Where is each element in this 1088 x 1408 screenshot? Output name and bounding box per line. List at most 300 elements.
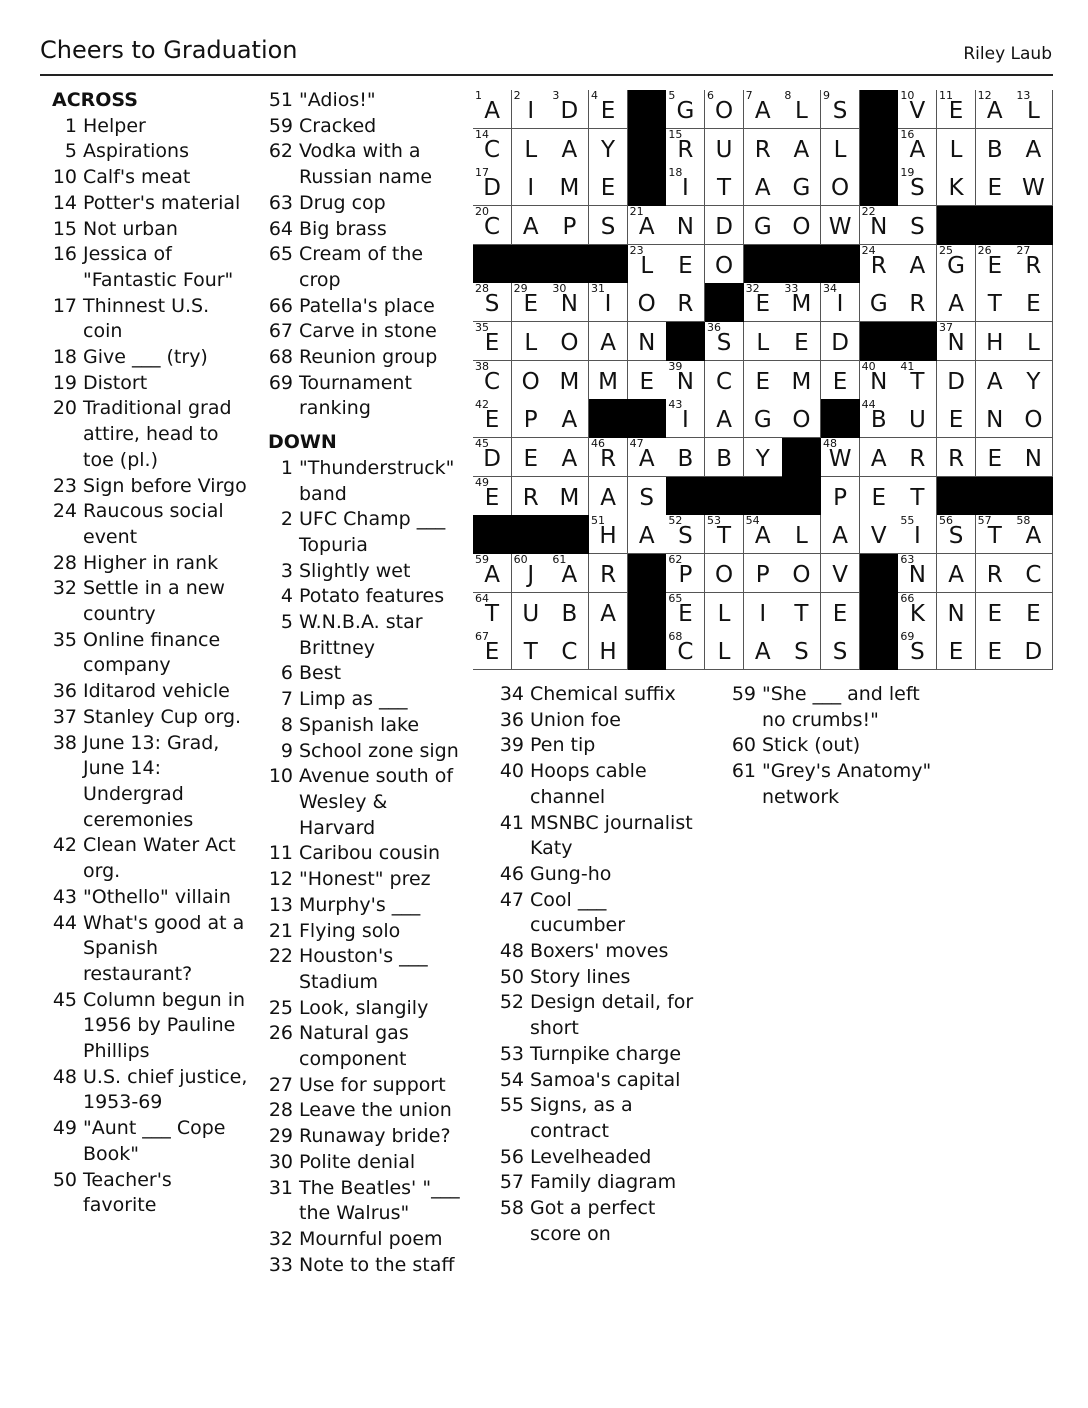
grid-cell[interactable]: [512, 399, 551, 438]
grid-cell[interactable]: [1014, 438, 1053, 477]
clue-item[interactable]: [262, 1227, 467, 1253]
clue-text: Union foe: [530, 708, 621, 731]
clue-item[interactable]: [46, 371, 251, 397]
clue-item[interactable]: [493, 733, 703, 759]
grid-cell[interactable]: [589, 283, 628, 322]
clue-item[interactable]: [493, 759, 703, 810]
grid-cell[interactable]: [744, 283, 783, 322]
clue-item[interactable]: [493, 1196, 703, 1247]
cell-letter: A: [716, 407, 732, 434]
grid-cell[interactable]: [860, 245, 899, 284]
clue-item[interactable]: [262, 893, 467, 919]
grid-cell[interactable]: [821, 554, 860, 593]
grid-cell[interactable]: [512, 206, 551, 245]
grid-cell[interactable]: [898, 206, 937, 245]
clue-item[interactable]: [46, 294, 251, 345]
clue-item[interactable]: [46, 731, 251, 834]
grid-cell[interactable]: [705, 322, 744, 361]
clue-item[interactable]: [262, 1124, 467, 1150]
grid-cell[interactable]: [512, 283, 551, 322]
grid-cell[interactable]: [937, 129, 976, 168]
clue-item[interactable]: [262, 1021, 467, 1072]
black-square: [1014, 477, 1053, 516]
grid-cell[interactable]: [782, 167, 821, 206]
clue-text: Chemical suffix: [530, 683, 676, 705]
grid-cell[interactable]: [976, 322, 1015, 361]
grid-cell[interactable]: [550, 593, 589, 632]
grid-cell[interactable]: [666, 206, 705, 245]
clue-item[interactable]: [262, 559, 467, 585]
grid-cell[interactable]: [744, 515, 783, 554]
grid-cell[interactable]: [512, 631, 551, 670]
cell-number: 59: [475, 553, 489, 566]
grid-cell[interactable]: [666, 399, 705, 438]
clue-text: Cream of the crop: [299, 243, 424, 291]
grid-cell[interactable]: [782, 515, 821, 554]
grid-cell[interactable]: [937, 90, 976, 129]
grid-cell[interactable]: [821, 515, 860, 554]
clue-item[interactable]: [262, 1098, 467, 1124]
grid-cell[interactable]: [1014, 399, 1053, 438]
clue-item[interactable]: [262, 610, 467, 661]
grid-cell[interactable]: [976, 554, 1015, 593]
grid-cell[interactable]: [976, 593, 1015, 632]
grid-cell[interactable]: [628, 438, 667, 477]
clue-item[interactable]: [46, 165, 251, 191]
grid-cell[interactable]: [821, 206, 860, 245]
clue-item[interactable]: [262, 764, 467, 841]
clue-item[interactable]: [46, 499, 251, 550]
clue-number: 62: [268, 140, 293, 163]
grid-cell[interactable]: [666, 283, 705, 322]
down-heading: DOWN: [268, 431, 337, 454]
clue-item[interactable]: [493, 965, 703, 991]
grid-cell[interactable]: [512, 90, 551, 129]
grid-cell[interactable]: [976, 129, 1015, 168]
clue-item[interactable]: [46, 396, 251, 473]
grid-cell[interactable]: [589, 167, 628, 206]
grid-cell[interactable]: [550, 631, 589, 670]
clue-item[interactable]: [46, 114, 251, 140]
grid-cell[interactable]: [589, 477, 628, 516]
grid-cell[interactable]: [937, 361, 976, 400]
grid-cell[interactable]: [550, 361, 589, 400]
grid-cell[interactable]: [628, 245, 667, 284]
clue-item[interactable]: [46, 242, 251, 293]
clue-item[interactable]: [262, 319, 467, 345]
grid-cell[interactable]: [821, 90, 860, 129]
clue-item[interactable]: [725, 733, 935, 759]
clue-item[interactable]: [46, 139, 251, 165]
grid-cell[interactable]: [860, 477, 899, 516]
grid-cell[interactable]: [512, 438, 551, 477]
grid-cell[interactable]: [898, 245, 937, 284]
clue-item[interactable]: [262, 944, 467, 995]
header-divider: [40, 74, 1053, 76]
grid-cell[interactable]: [898, 593, 937, 632]
clue-item[interactable]: [46, 628, 251, 679]
grid-cell[interactable]: [1014, 631, 1053, 670]
grid-cell[interactable]: [898, 399, 937, 438]
grid-cell[interactable]: [860, 283, 899, 322]
grid-cell[interactable]: [666, 90, 705, 129]
grid-cell[interactable]: [705, 399, 744, 438]
grid-cell[interactable]: [589, 129, 628, 168]
grid-cell[interactable]: [628, 206, 667, 245]
grid-cell[interactable]: [473, 167, 512, 206]
grid-cell[interactable]: [550, 206, 589, 245]
cell-letter: E: [948, 98, 964, 125]
grid-cell[interactable]: [705, 206, 744, 245]
grid-cell[interactable]: [1014, 554, 1053, 593]
grid-cell[interactable]: [628, 283, 667, 322]
clue-item[interactable]: [493, 888, 703, 939]
grid-cell[interactable]: [937, 438, 976, 477]
clue-item[interactable]: [493, 1068, 703, 1094]
grid-cell[interactable]: [550, 438, 589, 477]
grid-cell[interactable]: [976, 515, 1015, 554]
grid-cell[interactable]: [782, 322, 821, 361]
clue-number: 53: [499, 1042, 524, 1065]
grid-cell[interactable]: [512, 322, 551, 361]
grid-cell[interactable]: [860, 515, 899, 554]
grid-cell[interactable]: [821, 283, 860, 322]
clue-item[interactable]: [46, 988, 251, 1065]
clue-item[interactable]: [493, 708, 703, 734]
clue-item[interactable]: [725, 759, 935, 810]
clue-item[interactable]: [262, 114, 467, 140]
grid-cell[interactable]: [589, 90, 628, 129]
grid-cell[interactable]: [473, 283, 512, 322]
grid-cell[interactable]: [937, 554, 976, 593]
grid-cell[interactable]: [666, 515, 705, 554]
grid-cell[interactable]: [473, 477, 512, 516]
clue-item[interactable]: [46, 551, 251, 577]
clue-item[interactable]: [262, 456, 467, 507]
cell-letter: E: [987, 252, 1002, 279]
grid-cell[interactable]: [937, 399, 976, 438]
clue-item[interactable]: [262, 713, 467, 739]
cell-letter: E: [484, 484, 500, 511]
grid-cell[interactable]: [976, 631, 1015, 670]
grid-cell[interactable]: [782, 631, 821, 670]
grid-cell[interactable]: [782, 206, 821, 245]
clue-text: Not urban: [83, 217, 178, 240]
grid-cell[interactable]: [898, 283, 937, 322]
grid-cell[interactable]: [512, 554, 551, 593]
grid-cell[interactable]: [937, 593, 976, 632]
grid-cell[interactable]: [782, 554, 821, 593]
clue-item[interactable]: [262, 867, 467, 893]
clue-item[interactable]: [725, 682, 935, 733]
grid-cell[interactable]: [860, 361, 899, 400]
grid-cell[interactable]: [860, 206, 899, 245]
grid-cell[interactable]: [898, 438, 937, 477]
grid-cell[interactable]: [1014, 90, 1053, 129]
grid-cell[interactable]: [666, 593, 705, 632]
clue-item[interactable]: [493, 811, 703, 862]
grid-cell[interactable]: [976, 399, 1015, 438]
grid-cell[interactable]: [550, 399, 589, 438]
grid-cell[interactable]: [512, 361, 551, 400]
grid-cell[interactable]: [937, 283, 976, 322]
grid-cell[interactable]: [976, 245, 1015, 284]
clue-item[interactable]: [262, 919, 467, 945]
grid-cell[interactable]: [473, 631, 512, 670]
grid-cell[interactable]: [705, 554, 744, 593]
clue-item[interactable]: [46, 576, 251, 627]
grid-cell[interactable]: [666, 554, 705, 593]
grid-cell[interactable]: [666, 361, 705, 400]
grid-cell[interactable]: [821, 593, 860, 632]
clue-number: 29: [268, 1125, 293, 1148]
grid-cell[interactable]: [1014, 129, 1053, 168]
grid-cell[interactable]: [782, 593, 821, 632]
grid-cell[interactable]: [473, 554, 512, 593]
grid-cell[interactable]: [821, 477, 860, 516]
cell-letter: B: [716, 446, 732, 473]
grid-cell[interactable]: [589, 206, 628, 245]
grid-cell[interactable]: [589, 361, 628, 400]
clue-item[interactable]: [262, 1150, 467, 1176]
grid-cell[interactable]: [744, 438, 783, 477]
clue-item[interactable]: [262, 371, 467, 422]
grid-cell[interactable]: [976, 438, 1015, 477]
clue-item[interactable]: [46, 705, 251, 731]
grid-cell[interactable]: [628, 477, 667, 516]
clue-item[interactable]: [262, 1176, 467, 1227]
grid-cell[interactable]: [1014, 515, 1053, 554]
cell-letter: V: [870, 523, 887, 550]
clue-item[interactable]: [493, 1042, 703, 1068]
grid-cell[interactable]: [782, 399, 821, 438]
grid-cell[interactable]: [821, 438, 860, 477]
clue-item[interactable]: [262, 507, 467, 558]
grid-cell[interactable]: [550, 167, 589, 206]
grid-cell[interactable]: [898, 129, 937, 168]
grid-cell[interactable]: [1014, 322, 1053, 361]
grid-cell[interactable]: [976, 90, 1015, 129]
grid-cell[interactable]: [473, 399, 512, 438]
grid-cell[interactable]: [1014, 167, 1053, 206]
grid-cell[interactable]: [898, 361, 937, 400]
grid-cell[interactable]: [628, 515, 667, 554]
clue-item[interactable]: [493, 1093, 703, 1144]
grid-cell[interactable]: [937, 515, 976, 554]
clue-item[interactable]: [46, 1065, 251, 1116]
cell-letter: B: [677, 446, 694, 473]
cell-letter: S: [910, 175, 925, 202]
grid-cell[interactable]: [589, 438, 628, 477]
clue-text: Avenue south of Wesley & Harvard: [299, 765, 454, 839]
grid-cell[interactable]: [937, 245, 976, 284]
grid-cell[interactable]: [512, 129, 551, 168]
grid-cell[interactable]: [666, 129, 705, 168]
grid-cell[interactable]: [473, 438, 512, 477]
grid-cell[interactable]: [473, 361, 512, 400]
grid-cell[interactable]: [705, 361, 744, 400]
grid-cell[interactable]: [705, 515, 744, 554]
grid-cell[interactable]: [705, 631, 744, 670]
grid-cell[interactable]: [550, 283, 589, 322]
grid-cell[interactable]: [589, 515, 628, 554]
clue-item[interactable]: [46, 679, 251, 705]
grid-cell[interactable]: [550, 322, 589, 361]
grid-cell[interactable]: [705, 438, 744, 477]
cell-letter: N: [560, 291, 579, 318]
clue-item[interactable]: [262, 996, 467, 1022]
grid-cell[interactable]: [550, 90, 589, 129]
grid-cell[interactable]: [512, 477, 551, 516]
grid-cell[interactable]: [1014, 283, 1053, 322]
grid-cell[interactable]: [744, 90, 783, 129]
black-square: [782, 438, 821, 477]
clue-item[interactable]: [46, 191, 251, 217]
grid-cell[interactable]: [976, 167, 1015, 206]
clue-item[interactable]: [46, 1116, 251, 1167]
clue-item[interactable]: [262, 191, 467, 217]
grid-cell[interactable]: [666, 167, 705, 206]
grid-cell[interactable]: [628, 322, 667, 361]
grid-cell[interactable]: [782, 129, 821, 168]
grid-cell[interactable]: [937, 631, 976, 670]
grid-cell[interactable]: [898, 554, 937, 593]
grid-cell[interactable]: [782, 90, 821, 129]
grid-cell[interactable]: [860, 399, 899, 438]
grid-cell[interactable]: [976, 283, 1015, 322]
grid-cell[interactable]: [782, 283, 821, 322]
clue-number: 38: [52, 731, 77, 754]
clue-item[interactable]: [262, 345, 467, 371]
grid-cell[interactable]: [821, 322, 860, 361]
grid-cell[interactable]: [821, 631, 860, 670]
grid-cell[interactable]: [473, 206, 512, 245]
clue-item[interactable]: [262, 88, 467, 114]
grid-cell[interactable]: [744, 399, 783, 438]
grid-cell[interactable]: [705, 129, 744, 168]
grid-cell[interactable]: [512, 167, 551, 206]
clue-item[interactable]: [262, 739, 467, 765]
clue-item[interactable]: [262, 584, 467, 610]
grid-cell[interactable]: [898, 90, 937, 129]
clue-column-3: [493, 682, 703, 1247]
cell-letter: L: [1026, 330, 1040, 357]
grid-cell[interactable]: [473, 593, 512, 632]
clue-item[interactable]: [262, 139, 467, 190]
clue-item[interactable]: [262, 1253, 467, 1279]
grid-cell[interactable]: [860, 438, 899, 477]
grid-cell[interactable]: [821, 129, 860, 168]
cell-letter: A: [600, 484, 616, 511]
grid-cell[interactable]: [628, 361, 667, 400]
grid-cell[interactable]: [976, 361, 1015, 400]
black-square: [937, 477, 976, 516]
grid-cell[interactable]: [473, 322, 512, 361]
clue-item[interactable]: [493, 939, 703, 965]
grid-cell[interactable]: [589, 593, 628, 632]
clue-item[interactable]: [46, 217, 251, 243]
clue-item[interactable]: [493, 682, 703, 708]
grid-cell[interactable]: [512, 593, 551, 632]
clue-item[interactable]: [46, 911, 251, 988]
grid-cell[interactable]: [473, 90, 512, 129]
grid-cell[interactable]: [898, 515, 937, 554]
grid-cell[interactable]: [473, 129, 512, 168]
clue-item[interactable]: [262, 687, 467, 713]
cell-letter: L: [717, 639, 731, 666]
clue-item[interactable]: [493, 1170, 703, 1196]
grid-cell[interactable]: [744, 206, 783, 245]
clue-item[interactable]: [46, 1168, 251, 1219]
grid-cell[interactable]: [744, 361, 783, 400]
cell-number: 27: [1016, 243, 1031, 257]
clue-number: 11: [268, 842, 293, 865]
grid-cell[interactable]: [744, 554, 783, 593]
grid-cell[interactable]: [937, 167, 976, 206]
black-square: [782, 245, 821, 284]
grid-cell[interactable]: [821, 361, 860, 400]
grid-cell[interactable]: [705, 593, 744, 632]
clue-item[interactable]: [262, 841, 467, 867]
grid-cell[interactable]: [744, 129, 783, 168]
grid-cell[interactable]: [589, 631, 628, 670]
clue-item[interactable]: [493, 1145, 703, 1171]
clue-item[interactable]: [262, 242, 467, 293]
grid-cell[interactable]: [666, 631, 705, 670]
clue-item[interactable]: [262, 217, 467, 243]
clue-item[interactable]: [262, 1073, 467, 1099]
cell-letter: R: [909, 291, 926, 318]
grid-cell[interactable]: [705, 167, 744, 206]
grid-cell[interactable]: [1014, 245, 1053, 284]
grid-cell[interactable]: [937, 322, 976, 361]
grid-cell[interactable]: [898, 167, 937, 206]
clue-item[interactable]: [493, 862, 703, 888]
grid-cell[interactable]: [589, 554, 628, 593]
grid-cell[interactable]: [550, 554, 589, 593]
grid-cell[interactable]: [589, 322, 628, 361]
grid-cell[interactable]: [744, 593, 783, 632]
grid-cell[interactable]: [705, 245, 744, 284]
clue-item[interactable]: [46, 885, 251, 911]
grid-cell[interactable]: [1014, 361, 1053, 400]
clue-item[interactable]: [46, 833, 251, 884]
clue-text: Note to the staff: [299, 1253, 455, 1276]
grid-cell[interactable]: [744, 631, 783, 670]
grid-cell[interactable]: [1014, 593, 1053, 632]
cell-number: 13: [1016, 89, 1031, 102]
clue-item[interactable]: [46, 345, 251, 371]
cell-letter: N: [986, 407, 1004, 434]
cell-number: 17: [475, 166, 489, 180]
grid-cell[interactable]: [744, 322, 783, 361]
clue-item[interactable]: [493, 990, 703, 1041]
grid-cell[interactable]: [782, 361, 821, 400]
grid-cell[interactable]: [666, 438, 705, 477]
grid-cell[interactable]: [898, 477, 937, 516]
cell-letter: S: [910, 639, 925, 666]
grid-cell[interactable]: [550, 129, 589, 168]
grid-cell[interactable]: [666, 245, 705, 284]
grid-cell[interactable]: [744, 167, 783, 206]
grid-cell[interactable]: [705, 90, 744, 129]
grid-cell[interactable]: [898, 631, 937, 670]
clue-item[interactable]: [46, 474, 251, 500]
grid-cell[interactable]: [821, 167, 860, 206]
grid-cell[interactable]: [550, 477, 589, 516]
clue-item[interactable]: [262, 661, 467, 687]
clue-item[interactable]: [262, 294, 467, 320]
